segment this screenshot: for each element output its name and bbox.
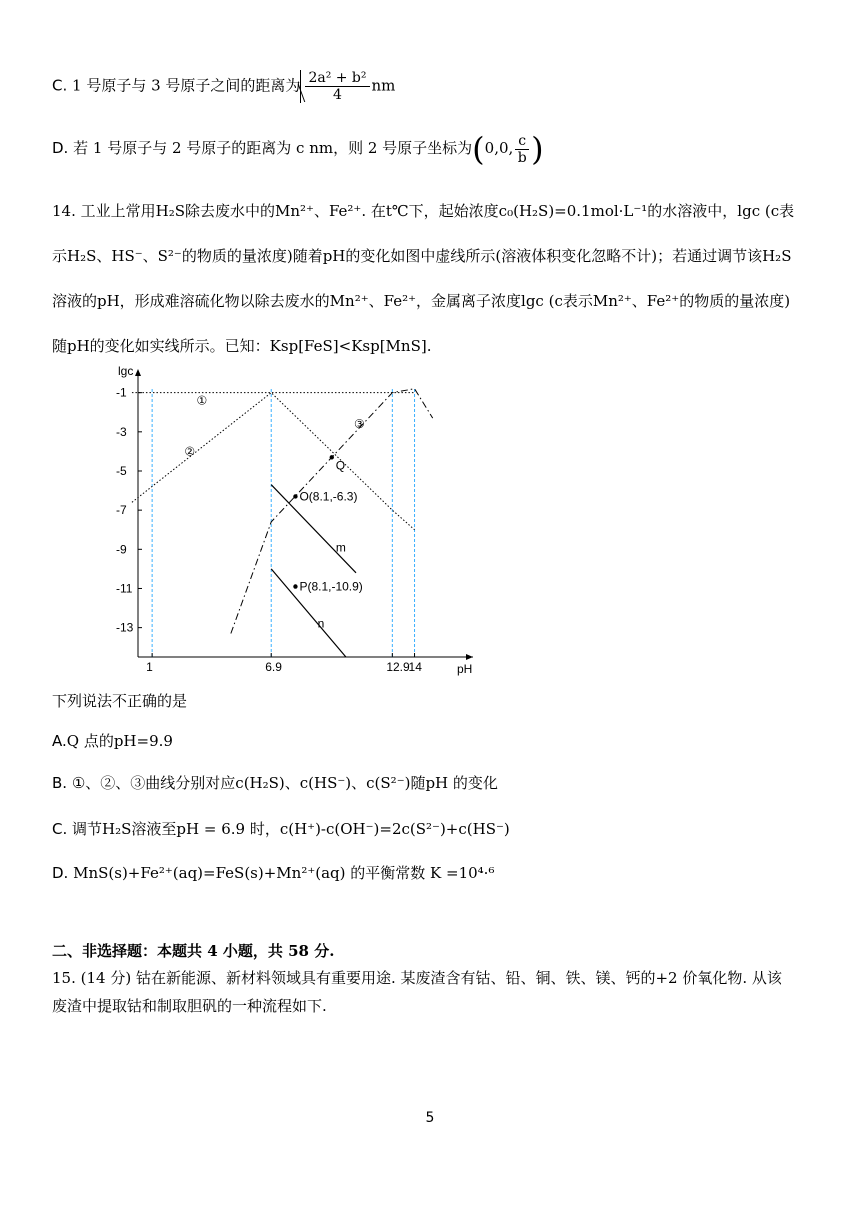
point-label: Q <box>335 458 346 473</box>
x-tick-label: 14 <box>408 660 422 674</box>
point-label: P(8.1,-10.9) <box>299 579 363 594</box>
curve-label: ② <box>184 444 196 459</box>
x-tick-label: 1 <box>146 660 153 674</box>
curve-label: ③ <box>353 416 365 431</box>
y-tick-label: -11 <box>116 581 133 596</box>
q14-prompt: 下列说法不正确的是 <box>52 692 188 710</box>
option-label: D. <box>52 139 69 157</box>
page-number: 5 <box>425 1110 435 1126</box>
data-point <box>293 494 297 498</box>
unit: nm <box>371 76 396 95</box>
data-point <box>330 455 334 459</box>
series-line <box>231 389 433 634</box>
y-tick-label: -3 <box>116 424 127 439</box>
lgc-ph-chart <box>100 365 480 685</box>
option-d-prev: D. 若 1 号原子与 2 号原子的距离为 c nm，则 2 号原子坐标为(0,0, $\frac{c}{b}$ ) <box>52 130 544 168</box>
y-tick-label: -9 <box>116 542 127 557</box>
option-text: 1 号原子与 3 号原子之间的距离为 <box>72 76 301 95</box>
y-axis-arrow <box>135 369 141 376</box>
option-text: 若 1 号原子与 2 号原子的距离为 c nm，则 2 号原子坐标为 <box>73 139 473 157</box>
curve-label: ① <box>196 393 208 408</box>
section-heading: 二、非选择题：本题共 4 小题，共 58 分. <box>52 942 335 960</box>
point-label: O(8.1,-6.3) <box>299 489 358 504</box>
curve-label: n <box>317 616 325 631</box>
x-axis-arrow <box>466 654 473 660</box>
option-c-prev <box>52 70 395 103</box>
series-line <box>132 393 415 530</box>
y-tick-label: -1 <box>116 385 127 400</box>
x-tick-label: 12.9 <box>386 660 410 674</box>
y-tick-label: -13 <box>116 620 134 635</box>
q14-option-d: D. MnS(s)+Fe²⁺(aq)=FeS(s)+Mn²⁺(aq) 的平衡常数 K =10⁴·⁶ <box>52 864 495 882</box>
y-axis-label: lgc <box>118 365 134 378</box>
q14-line3: 溶液的pH，形成难溶硫化物以除去废水的Mn²⁺、Fe²⁺，金属离子浓度lgc (c表示Mn²⁺、Fe²⁺的物质的量浓度) <box>52 292 791 310</box>
q15-line2: 废渣中提取钴和制取胆矾的一种流程如下. <box>52 997 327 1015</box>
q14-option-b: B. ①、②、③曲线分别对应c(H₂S)、c(HS⁻)、c(S²⁻)随pH 的变化 <box>52 774 498 792</box>
q14-line2: 示H₂S、HS⁻、S²⁻的物质的量浓度)随着pH的变化如图中虚线所示(溶液体积变化忽略不计)；若通过调节该H₂S <box>52 247 792 265</box>
coordinate: 0,0, <box>484 139 514 157</box>
sqrt-expression: $\frac{\text{2a² + b²}}{4}$ <box>300 70 371 103</box>
y-tick-label: -7 <box>116 503 127 518</box>
q14-option-a: A.Q 点的pH=9.9 <box>52 732 173 750</box>
curve-label: m <box>335 540 346 555</box>
q15-line1: 15. (14 分) 钴在新能源、新材料领域具有重要用途. 某废渣含有钴、铅、铜、铁、镁、钙的+2 价氧化物. 从该 <box>52 969 782 987</box>
data-point <box>293 584 297 588</box>
y-tick-label: -5 <box>116 463 127 478</box>
q14-line4: 随pH的变化如实线所示。已知：Ksp[FeS]<Ksp[MnS]. <box>52 337 432 355</box>
q14-line1: 14. 工业上常用H₂S除去废水中的Mn²⁺、Fe²⁺. 在t℃下，起始浓度c₀(H₂S)=0.1mol·L⁻¹的水溶液中，lgc (c表 <box>52 202 795 220</box>
x-axis-label: pH <box>457 662 473 676</box>
x-tick-label: 6.9 <box>265 660 282 674</box>
option-label: C. <box>52 76 68 95</box>
q14-option-c: C. 调节H₂S溶液至pH = 6.9 时，c(H⁺)-c(OH⁻)=2c(S²⁻)+c(HS⁻) <box>52 820 510 838</box>
